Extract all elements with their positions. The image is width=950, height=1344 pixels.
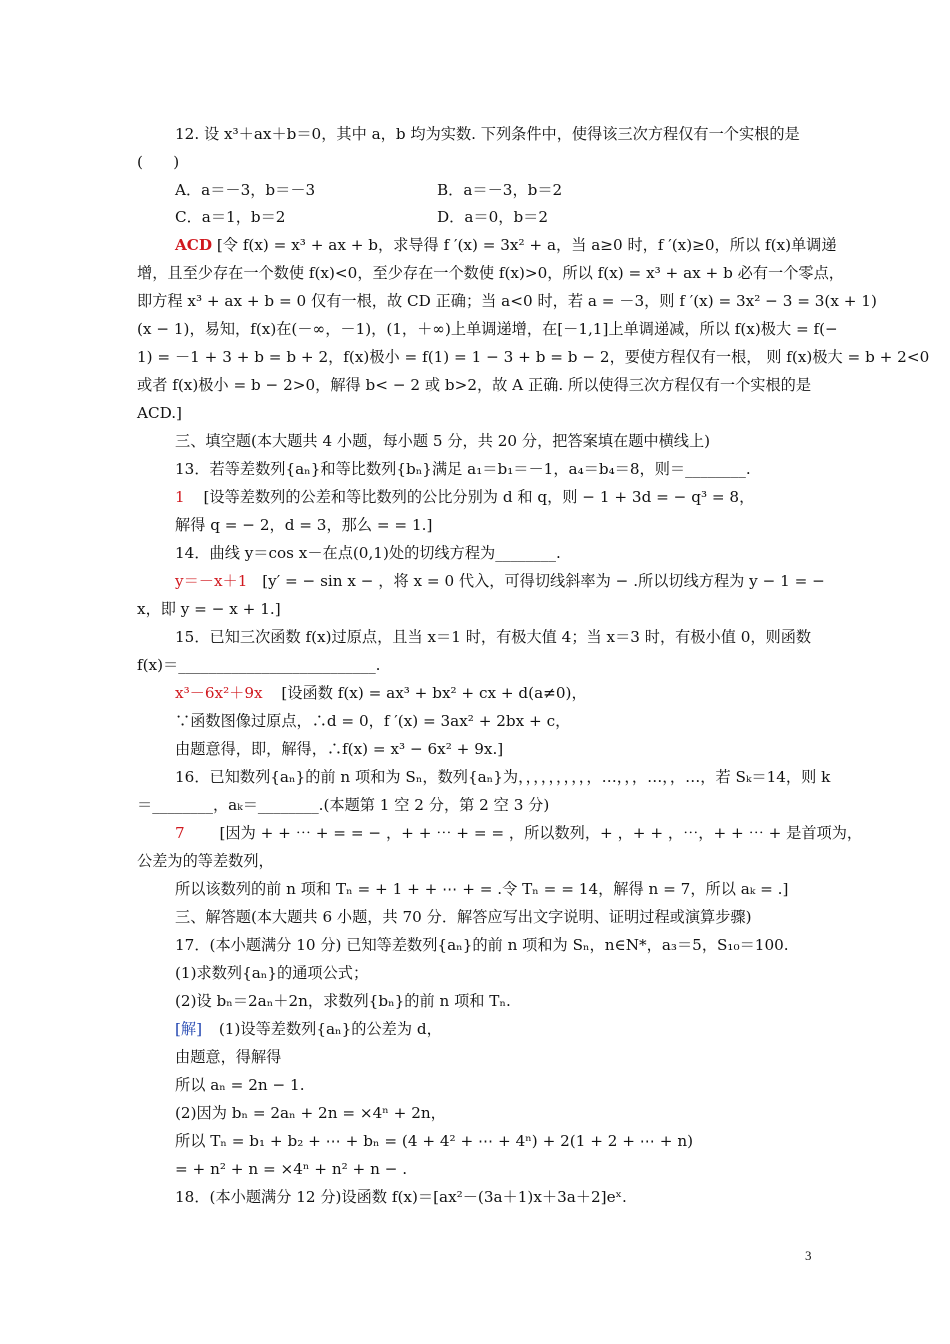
section-heading-fill-in: 三、填空题(本大题共 4 小题，每小题 5 分，共 20 分，把答案填在题中横线上) [175,432,711,450]
q12-answer: ACD [175,236,213,254]
q12-explanation-line-5: 1) = －1 + 3 + b = b + 2，f(x)极小 = f(1) = 1 − 3 + b = b − 2，要使方程仅有一根， 则 f(x)极大 = b + 2<0 [137,348,930,366]
q14-explanation-line-1: y＝－x＋1 [y′ = − sin x − ，将 x = 0 代入，可得切线斜率为 − .所以切线方程为 y − 1 = − [175,572,825,590]
q12-explanation-line-1: ACD [令 f(x) = x³ + ax + b，求导得 f ′(x) = 3x² + a，当 a≥0 时，f ′(x)≥0，所以 f(x)单调递 [175,236,837,254]
q17-solution-line-4: (2)因为 bₙ = 2aₙ + 2n = ×4ⁿ + 2n， [175,1104,446,1122]
q12-option-c: C．a＝1，b＝2 [175,208,286,226]
q17-solution-line-2: 由题意，得解得 [175,1048,282,1066]
q12-explanation-line-7: ACD.] [137,404,182,422]
q13-stem: 13．若等差数列{aₙ}和等比数列{bₙ}满足 a₁＝b₁＝－1，a₄＝b₄＝8，则＝________. [175,460,751,478]
q14-stem: 14．曲线 y＝cos x－在点(0,1)处的切线方程为________. [175,544,561,562]
q16-explanation-line-2: 公差为的等差数列， [137,852,274,870]
q14-answer: y＝－x＋1 [175,572,248,590]
q12-explanation-line-3: 即方程 x³ + ax + b = 0 仅有一根，故 CD 正确；当 a<0 时，若 a = －3，则 f ′(x) = 3x² − 3 = 3(x + 1) [137,292,877,310]
q17-solution-line-6: = + n² + n = ×4ⁿ + n² + n − . [175,1160,408,1178]
q17-part-2: (2)设 bₙ＝2aₙ＋2n，求数列{bₙ}的前 n 项和 Tₙ. [175,992,511,1010]
q15-stem-line-2: f(x)＝__________________________. [137,656,381,674]
q15-explanation-line-1: x³－6x²＋9x [设函数 f(x) = ax³ + bx² + cx + d(a≠0)， [175,684,587,702]
q15-explanation-line-2: ∵函数图像过原点，∴d = 0，f ′(x) = 3ax² + 2bx + c， [175,712,571,730]
q17-solution-line-1: [解] (1)设等差数列{aₙ}的公差为 d， [175,1020,442,1038]
q17-stem: 17．(本小题满分 10 分) 已知等差数列{aₙ}的前 n 项和为 Sₙ，n∈N*，a₃＝5，S₁₀＝100. [175,936,789,954]
page-number: 3 [805,1248,812,1263]
q13-explanation-line-2: 解得 q = − 2，d = 3，那么 = = 1.] [175,516,433,534]
q12-paren: ( ) [137,153,180,171]
solution-tag: [解] [175,1020,203,1038]
section-heading-solutions: 三、解答题(本大题共 6 小题，共 70 分．解答应写出文字说明、证明过程或演算步骤) [175,908,752,926]
q16-stem-line-1: 16．已知数列{aₙ}的前 n 项和为 Sₙ，数列{aₙ}为，，，，，，，，，，…，，，…，，…，若 Sₖ＝14，则 k [175,768,831,786]
q16-explanation-line-1: 7 [因为 + + ⋯ + = = − ，+ + ⋯ + = = ，所以数列，+ ，+ + ，⋯，+ + ⋯ + 是首项为， [175,824,863,842]
q18-stem: 18．(本小题满分 12 分)设函数 f(x)＝[ax²－(3a＋1)x＋3a＋2]eˣ. [175,1188,627,1206]
q15-answer: x³－6x²＋9x [175,684,263,702]
q17-part-1: (1)求数列{aₙ}的通项公式； [175,964,369,982]
q13-answer: 1 [175,488,185,506]
q12-option-d: D．a＝0，b＝2 [437,208,549,226]
q15-explanation-line-3: 由题意得，即，解得，∴f(x) = x³ − 6x² + 9x.] [175,740,504,758]
q13-explanation-line-1: 1 [设等差数列的公差和等比数列的公比分别为 d 和 q，则 − 1 + 3d = − q³ = 8， [175,488,755,506]
q12-stem: 12. 设 x³＋ax＋b＝0，其中 a，b 均为实数. 下列条件中，使得该三次方程仅有一个实根的是 [175,125,800,143]
q12-option-a: A．a＝－3，b＝－3 [175,181,316,199]
q17-solution-line-5: 所以 Tₙ = b₁ + b₂ + ⋯ + bₙ = (4 + 4² + ⋯ + 4ⁿ) + 2(1 + 2 + ⋯ + n) [175,1132,694,1150]
q14-explanation-line-2: x，即 y = − x + 1.] [137,600,281,618]
q12-explanation-line-2: 增，且至少存在一个数使 f(x)<0，至少存在一个数使 f(x)>0，所以 f(x) = x³ + ax + b 必有一个零点， [137,264,844,282]
q15-stem-line-1: 15．已知三次函数 f(x)过原点，且当 x＝1 时，有极大值 4；当 x＝3 时，有极小值 0，则函数 [175,628,812,646]
q16-explanation-line-3: 所以该数列的前 n 项和 Tₙ = + 1 + + ⋯ + = .令 Tₙ = = 14，解得 n = 7，所以 aₖ = .] [175,880,789,898]
q16-stem-line-2: ＝________，aₖ＝________.(本题第 1 空 2 分，第 2 空 3 分) [137,796,550,814]
q12-explanation-line-6: 或者 f(x)极小 = b − 2>0，解得 b< − 2 或 b>2，故 A 正确. 所以使得三次方程仅有一个实根的是 [137,376,812,394]
q12-option-b: B．a＝－3，b＝2 [437,181,563,199]
q16-answer: 7 [175,824,185,842]
q17-solution-line-3: 所以 aₙ = 2n − 1. [175,1076,305,1094]
q12-explanation-line-4: (x − 1)，易知，f(x)在(－∞，－1)，(1，＋∞)上单调递增，在[－1,1]上单调递减，所以 f(x)极大 = f(− [137,320,838,338]
